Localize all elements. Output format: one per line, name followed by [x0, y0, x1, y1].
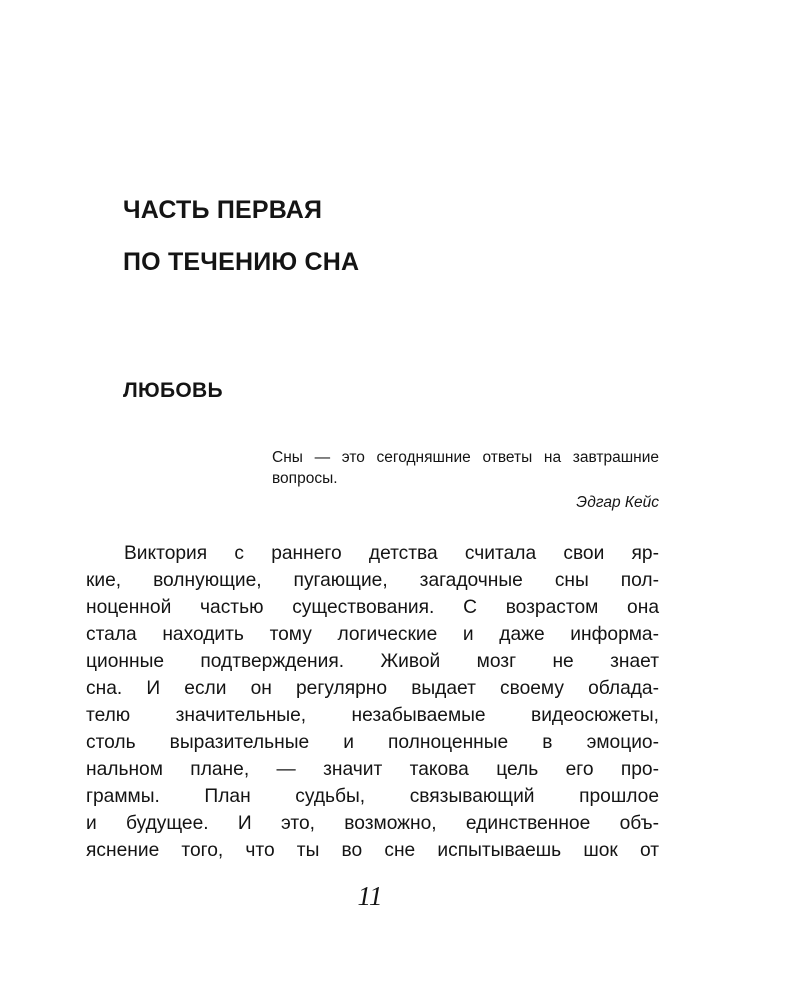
part-heading	[123, 184, 359, 288]
body-line: яснение того, что ты во сне испытываешь шок от	[86, 840, 659, 861]
epigraph-author: Эдгар Кейс	[576, 494, 659, 511]
epigraph-text: Сны — это сегодняшние ответы на завтрашние вопросы.	[272, 449, 659, 487]
chapter-title: ЛЮБОВЬ	[123, 379, 223, 402]
body-line: ционные подтверждения. Живой мозг не знает	[86, 651, 659, 672]
body-line: столь выразительные и полноценные в эмоцио-	[86, 732, 659, 753]
body-line: граммы. План судьбы, связывающий прошлое	[86, 786, 659, 807]
part-label: ЧАСТЬ ПЕРВАЯ	[123, 196, 323, 224]
page-number: 11	[357, 881, 383, 911]
body-line: Виктория с раннего детства считала свои яр-	[124, 543, 659, 564]
body-line: телю значительные, незабываемые видеосюжеты,	[86, 705, 659, 726]
epigraph	[272, 447, 659, 513]
body-text	[86, 540, 659, 864]
body-line: и будущее. И это, возможно, единственное объ-	[86, 813, 659, 834]
body-line: кие, волнующие, пугающие, загадочные сны пол-	[86, 570, 659, 591]
part-title: ПО ТЕЧЕНИЮ СНА	[123, 248, 360, 276]
body-line: нальном плане, — значит такова цель его про-	[86, 759, 659, 780]
body-line: сна. И если он регулярно выдает своему облада-	[86, 678, 659, 699]
body-line: стала находить тому логические и даже информа-	[86, 624, 659, 645]
body-line: ноценной частью существования. С возрастом она	[86, 597, 659, 618]
